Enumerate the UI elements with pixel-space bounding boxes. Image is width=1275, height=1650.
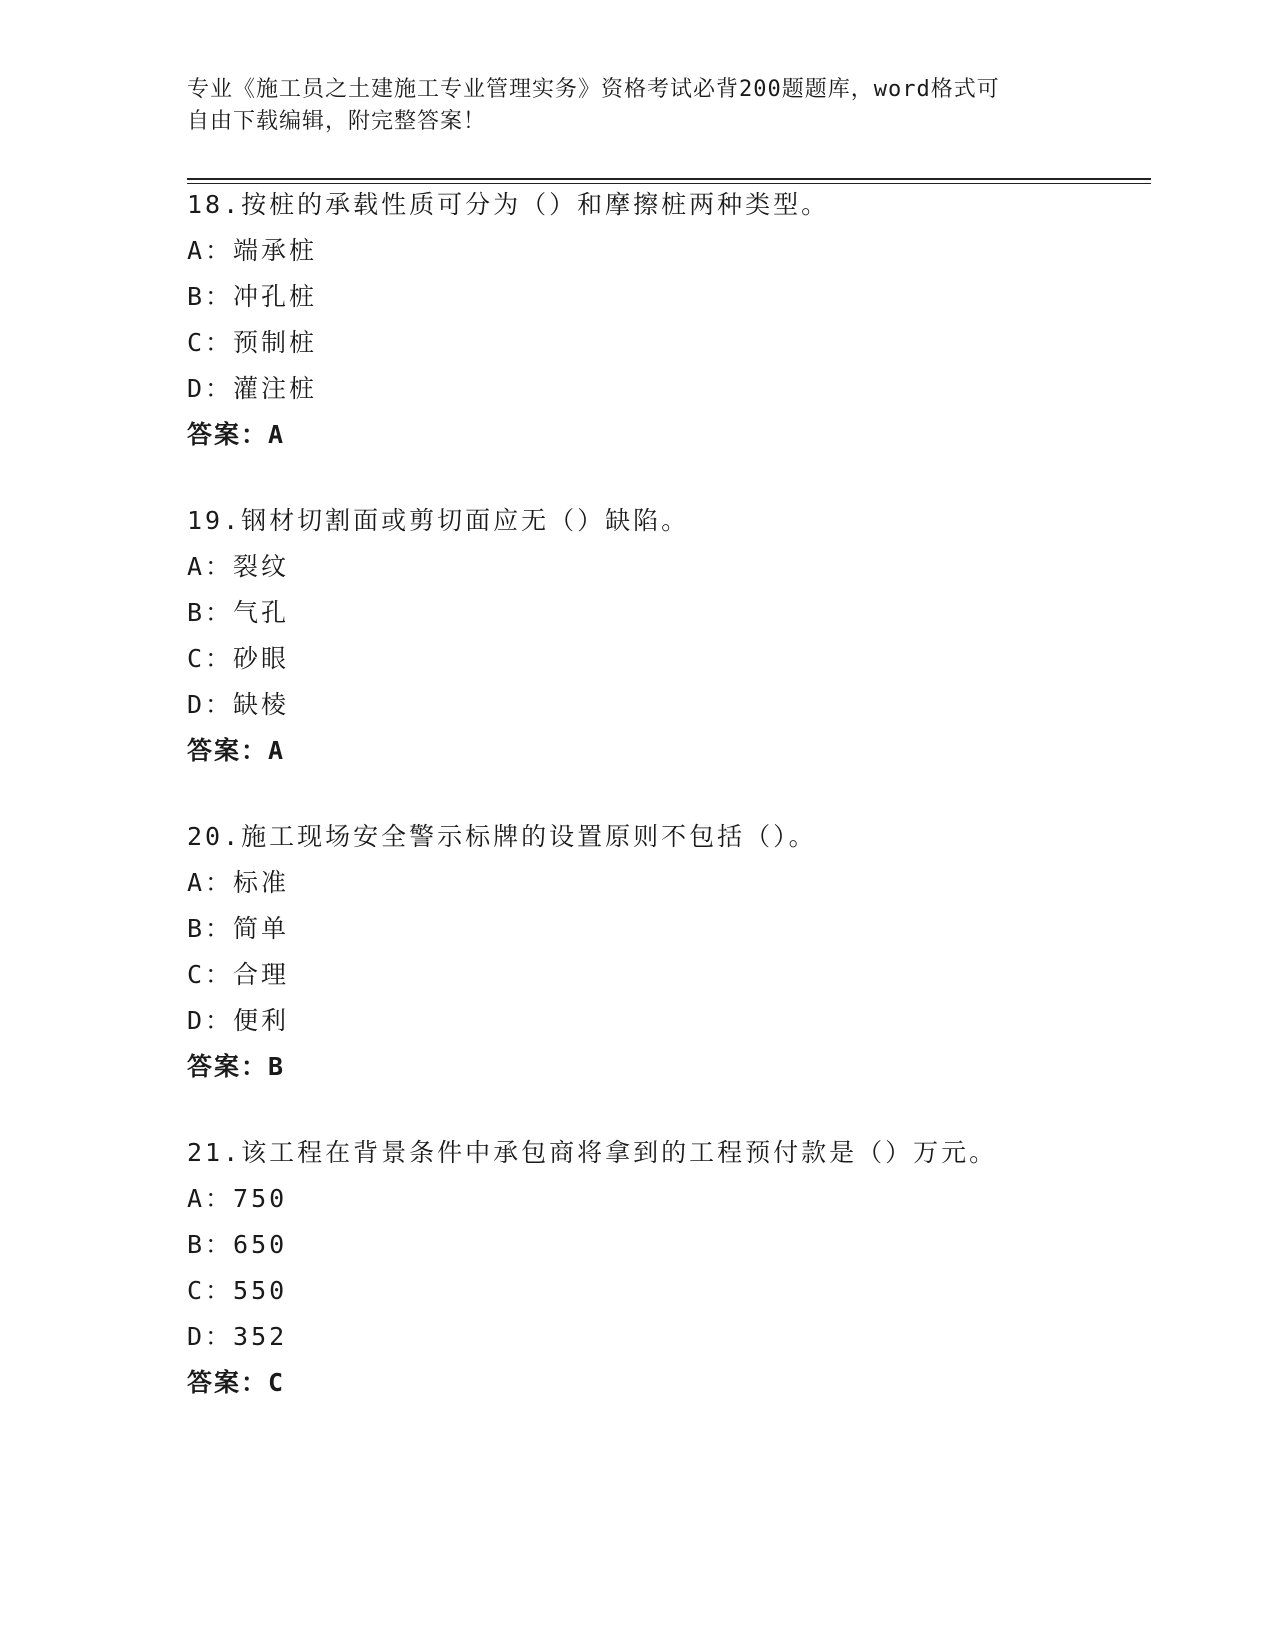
question-stem: 20.施工现场安全警示标牌的设置原则不包括（）。	[187, 822, 817, 851]
option-d: D：灌注桩	[187, 374, 318, 403]
option-a: A：750	[187, 1184, 288, 1213]
option-a: A：端承桩	[187, 236, 318, 265]
question-21	[187, 1138, 1147, 1414]
option-a: A：裂纹	[187, 552, 290, 581]
option-a: A：标准	[187, 868, 290, 897]
question-stem: 21.该工程在背景条件中承包商将拿到的工程预付款是（）万元。	[187, 1138, 998, 1167]
question-18	[187, 190, 1147, 466]
option-c: C：550	[187, 1276, 288, 1305]
answer: 答案：A	[187, 736, 286, 765]
option-c: C：砂眼	[187, 644, 290, 673]
question-19	[187, 506, 1147, 782]
answer: 答案：C	[187, 1368, 286, 1397]
header-divider-thick	[187, 178, 1151, 180]
header-divider-thin	[187, 183, 1151, 184]
answer: 答案：B	[187, 1052, 286, 1081]
document-header	[187, 74, 1067, 138]
header-line-1: 专业《施工员之土建施工专业管理实务》资格考试必背200题题库，word格式可	[187, 77, 1000, 102]
option-b: B：冲孔桩	[187, 282, 318, 311]
option-d: D：352	[187, 1322, 288, 1351]
option-b: B：简单	[187, 914, 290, 943]
option-d: D：缺棱	[187, 690, 290, 719]
question-stem: 18.按桩的承载性质可分为（）和摩擦桩两种类型。	[187, 190, 830, 219]
header-line-2: 自由下载编辑，附完整答案！	[187, 109, 487, 134]
option-c: C：合理	[187, 960, 290, 989]
option-b: B：650	[187, 1230, 288, 1259]
option-c: C：预制桩	[187, 328, 318, 357]
option-d: D：便利	[187, 1006, 290, 1035]
question-20	[187, 822, 1147, 1098]
question-stem: 19.钢材切割面或剪切面应无（）缺陷。	[187, 506, 690, 535]
answer: 答案：A	[187, 420, 286, 449]
option-b: B：气孔	[187, 598, 290, 627]
